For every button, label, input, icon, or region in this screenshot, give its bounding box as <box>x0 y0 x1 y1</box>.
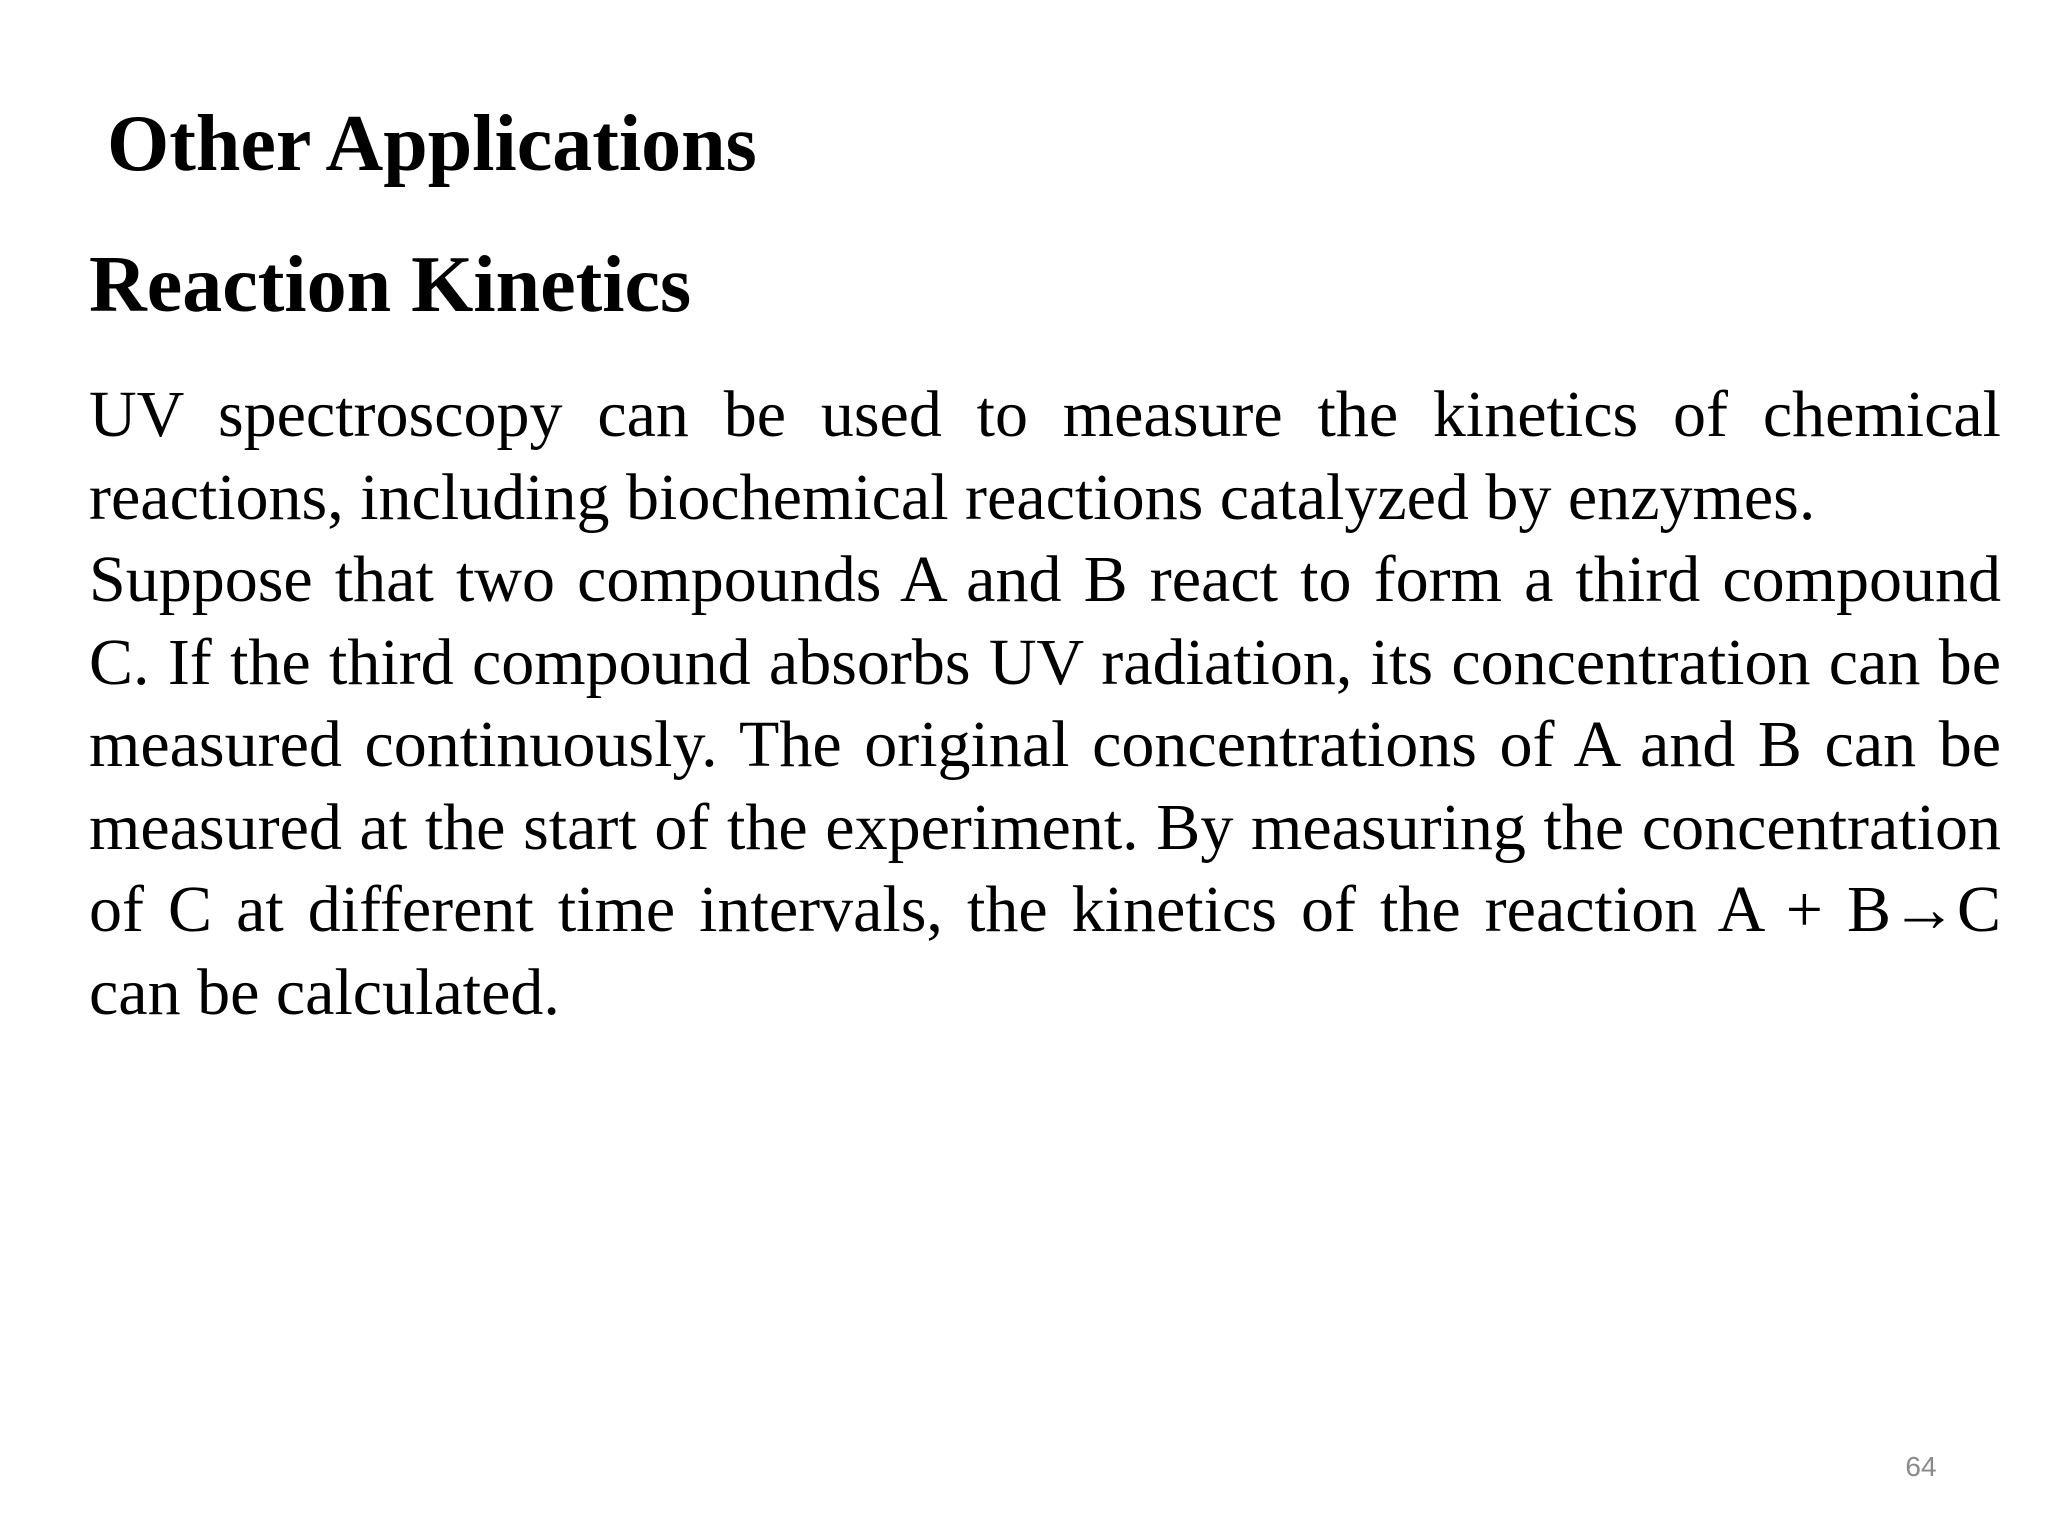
page-number: 64 <box>1905 1451 1937 1482</box>
body-text <box>89 374 2001 1034</box>
slide-title: Other Applications <box>107 100 757 188</box>
section-heading: Reaction Kinetics <box>89 241 692 329</box>
paragraph-example-reaction: Suppose that two compounds A and B react to form a third compound C. If the third compound absorbs UV radiation, its concentration can be measured continuously. The original concentrations of A and B can be measured at the start of the experiment. By measuring the concentration of C at different time intervals, the kinetics of the reaction A + B→C can be calculated. <box>89 543 2001 1029</box>
paragraph-uv-kinetics: UV spectroscopy can be used to measure the kinetics of chemical reactions, including biochemical reactions catalyzed by enzymes. <box>89 378 2001 534</box>
